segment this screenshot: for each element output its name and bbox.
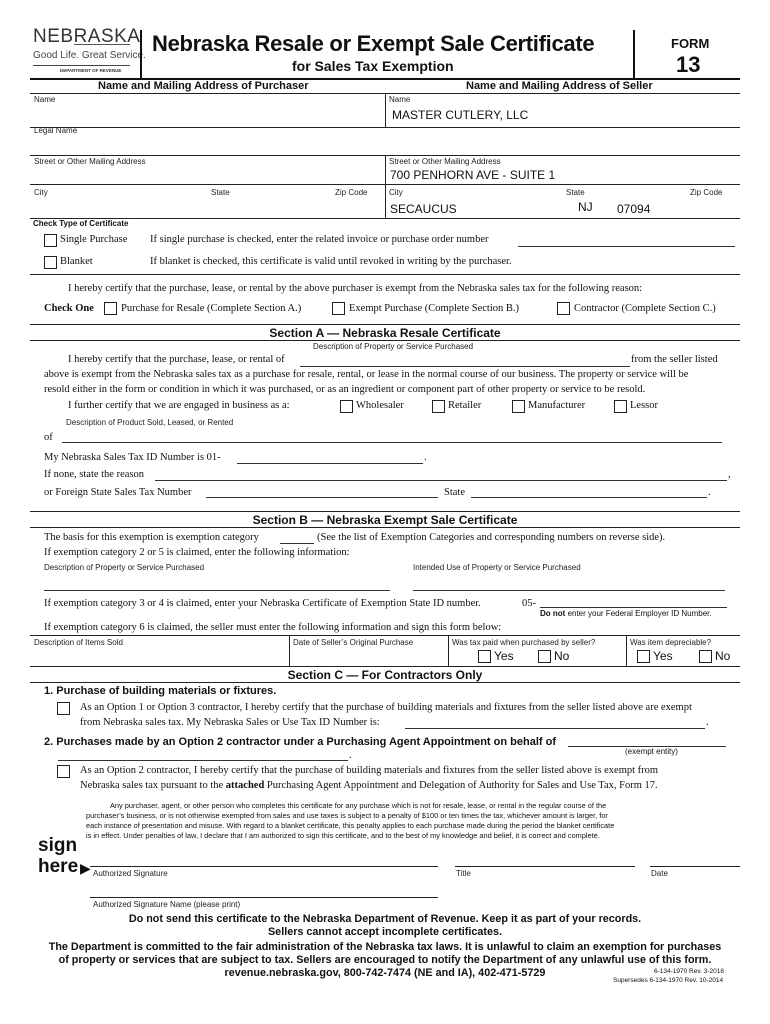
lessor-checkbox[interactable] (614, 400, 627, 413)
section-c-title: Section C — For Contractors Only (287, 668, 483, 682)
form-title: Nebraska Resale or Exempt Sale Certificate (152, 31, 595, 56)
section-a-line3: resold either in the form or condition in which it was purchased, or as an ingredient or component part of other property or service to be resold. (44, 384, 646, 395)
date-label: Date (651, 869, 668, 878)
contractor-tax-id-line[interactable] (405, 728, 705, 729)
exempt-option-label: Exempt Purchase (Complete Section B.) (349, 303, 520, 314)
cat34-text: If exemption category 3 or 4 is claimed, enter your Nebraska Certificate of Exemption State ID number. (44, 598, 481, 609)
blanket-checkbox[interactable] (44, 256, 57, 269)
depreciable-no-checkbox[interactable] (699, 650, 712, 663)
section-c-item2-line2: Nebraska sales tax pursuant to the attached Purchasing Agent Appointment and Delegation of Authority for Sales and Use Tax, Form 17. (80, 780, 658, 791)
footer-notice-1: Do not send this certificate to the Nebraska Department of Revenue. Keep it as part of your records. (128, 913, 642, 925)
purchaser-heading: Name and Mailing Address of Purchaser (98, 80, 309, 92)
col-items-label: Description of Items Sold (34, 638, 123, 647)
seller-city-label: City (389, 188, 403, 197)
contractor-checkbox[interactable] (557, 302, 570, 315)
single-purchase-text: If single purchase is checked, enter the related invoice or purchase order number (150, 234, 489, 245)
footer-contact: revenue.nebraska.gov, 800-742-7474 (NE and IA), 402-471-5729 (224, 967, 546, 979)
tax-paid-yes-label: Yes (494, 649, 514, 663)
section-b-desc-label: Description of Property or Service Purchased (44, 563, 205, 572)
section-a-property-line[interactable] (300, 366, 630, 367)
option2-checkbox[interactable] (57, 765, 70, 778)
single-purchase-checkbox[interactable] (44, 234, 57, 247)
authorized-signature-line[interactable] (90, 866, 438, 867)
depreciable-yes-checkbox[interactable] (637, 650, 650, 663)
resale-option-label: Purchase for Resale (Complete Section A.) (121, 303, 302, 314)
section-a-line2: above is exempt from the Nebraska sales tax as a purchase for resale, rental, or lease in the normal course of our business. The property or service will be (44, 369, 689, 380)
basis-note: (See the list of Exemption Categories and corresponding numbers on reverse side). (317, 532, 666, 543)
manufacturer-checkbox[interactable] (512, 400, 525, 413)
retailer-checkbox[interactable] (432, 400, 445, 413)
form-subtitle: for Sales Tax Exemption (292, 58, 454, 74)
section-a-desc-label: Description of Property or Service Purchased (313, 342, 474, 351)
section-a-line1-start: I hereby certify that the purchase, lease, or rental of (68, 354, 285, 365)
section-b-desc-line[interactable] (44, 590, 390, 591)
foreign-state-label: State (444, 487, 465, 498)
fein-note (540, 609, 712, 618)
foreign-tax-line[interactable] (206, 497, 438, 498)
resale-checkbox[interactable] (104, 302, 117, 315)
depreciable-no-label: No (715, 649, 731, 663)
purchaser-street-label: Street or Other Mailing Address (34, 157, 146, 166)
authorized-signature-label: Authorized Signature (93, 869, 168, 878)
certify-text: I hereby certify that the purchase, lease, or rental by the above purchaser is exempt from the Nebraska sales tax for the following reason: (68, 283, 643, 294)
depreciable-yes-label: Yes (653, 649, 673, 663)
col-tax-paid-label: Was tax paid when purchased by seller? (452, 638, 596, 647)
purchaser-zip-label: Zip Code (335, 188, 368, 197)
of-label: of (44, 432, 53, 443)
product-desc-label: Description of Product Sold, Leased, or Rented (66, 418, 234, 427)
seller-zip-label: Zip Code (690, 188, 723, 197)
exempt-entity-label: (exempt entity) (625, 747, 678, 756)
foreign-tax-text: or Foreign State Sales Tax Number (44, 487, 192, 498)
print-name-line[interactable] (90, 897, 438, 898)
check-one-label: Check One (44, 303, 94, 314)
seller-zip-value[interactable]: 07094 (617, 202, 651, 216)
col-depreciable-label: Was item depreciable? (630, 638, 712, 647)
cat25-text: If exemption category 2 or 5 is claimed, enter the following information: (44, 547, 350, 558)
business-type-text: I further certify that we are engaged in business as a: (68, 400, 290, 411)
contractor-option-label: Contractor (Complete Section C.) (574, 303, 716, 314)
section-c-item1-line2: from Nebraska sales tax. My Nebraska Sales or Use Tax ID Number is: (80, 717, 380, 728)
cert-type-heading: Check Type of Certificate (33, 219, 129, 228)
intended-use-line[interactable] (413, 590, 725, 591)
fein-note-bold: Do not (540, 609, 566, 618)
wholesaler-checkbox[interactable] (340, 400, 353, 413)
tax-id-line[interactable] (237, 463, 423, 464)
retailer-label: Retailer (448, 400, 482, 411)
blanket-text: If blanket is checked, this certificate is valid until revoked in writing by the purchaser. (150, 256, 512, 267)
seller-name-value[interactable]: MASTER CUTLERY, LLC (392, 108, 529, 122)
section-a-line1-end: from the seller listed (631, 354, 718, 365)
form-number: 13 (676, 52, 701, 77)
title-label: Title (456, 869, 471, 878)
manufacturer-label: Manufacturer (528, 400, 586, 411)
seller-name-label: Name (389, 95, 411, 104)
section-c-item2-heading: 2. Purchases made by an Option 2 contractor under a Purchasing Agent Appointment on behalf of (44, 736, 556, 748)
lessor-label: Lessor (630, 400, 658, 411)
seller-street-value[interactable]: 700 PENHORN AVE - SUITE 1 (390, 168, 556, 182)
purchaser-name-label: Name (34, 95, 56, 104)
exempt-entity-line-2[interactable] (58, 760, 348, 761)
sign-label: sign (38, 835, 78, 856)
wholesaler-label: Wholesaler (356, 400, 404, 411)
footer-notice-4: of property or services that are subject to tax. Sellers are encouraged to notify the Department of any unlawful use of this form. (58, 954, 712, 966)
logo-tagline: Good Life. Great Service. (33, 50, 146, 61)
cat34-prefix: 05- (522, 598, 536, 609)
seller-heading: Name and Mailing Address of Seller (466, 80, 653, 92)
purchaser-city-label: City (34, 188, 48, 197)
option1-3-checkbox[interactable] (57, 702, 70, 715)
if-none-text: If none, state the reason (44, 469, 145, 480)
tax-paid-no-checkbox[interactable] (538, 650, 551, 663)
form-revision: 6-134-1970 Rev. 3-2018 (654, 968, 724, 975)
single-purchase-label: Single Purchase (60, 234, 128, 245)
purchaser-state-label: State (211, 188, 230, 197)
intended-use-label: Intended Use of Property or Service Purchased (413, 563, 581, 572)
cat6-text: If exemption category 6 is claimed, the seller must enter the following information and sign this form below: (44, 622, 502, 633)
footer-notice-2: Sellers cannot accept incomplete certificates. (267, 926, 503, 938)
sign-here-arrow: ▶ (80, 860, 91, 876)
fein-note-rest: enter your Federal Employer ID Number. (567, 609, 712, 618)
seller-state-value[interactable]: NJ (578, 200, 593, 214)
form-label: FORM (671, 36, 710, 51)
here-label: here (38, 856, 79, 877)
tax-paid-yes-checkbox[interactable] (478, 650, 491, 663)
section-a-title: Section A — Nebraska Resale Certificate (269, 326, 501, 340)
tax-id-text: My Nebraska Sales Tax ID Number is 01- (44, 452, 221, 463)
section-c-item1-heading: 1. Purchase of building materials or fixtures. (44, 685, 277, 697)
exemption-id-line[interactable] (540, 607, 727, 608)
col-date-label: Date of Seller’s Original Purchase (293, 638, 414, 647)
logo-underline (74, 44, 130, 45)
footer-notice-3: The Department is committed to the fair administration of the Nebraska tax laws. It is unlawful to claim an exemption for purchases (48, 941, 722, 953)
invoice-number-line[interactable] (518, 246, 735, 247)
exempt-checkbox[interactable] (332, 302, 345, 315)
blanket-label: Blanket (60, 256, 93, 267)
seller-state-label: State (566, 188, 585, 197)
section-c-item1-line1: As an Option 1 or Option 3 contractor, I hereby certify that the purchase of building materials and fixtures from the seller listed above are exempt (80, 702, 692, 713)
title-line[interactable] (455, 866, 635, 867)
form-supersedes: Supersedes 6-134-1970 Rev. 10-2014 (613, 977, 724, 984)
purchaser-legal-name-label: Legal Name (34, 126, 78, 135)
logo-dept: DEPARTMENT OF REVENUE (60, 68, 122, 73)
seller-street-label: Street or Other Mailing Address (389, 157, 501, 166)
seller-city-value[interactable]: SECAUCUS (390, 202, 457, 216)
logo-text: NEBRASKA (33, 26, 141, 47)
product-desc-line[interactable] (62, 442, 722, 443)
foreign-state-line[interactable] (471, 497, 707, 498)
section-b-title: Section B — Nebraska Exempt Sale Certificate (252, 513, 518, 527)
section-c-item2-line1: As an Option 2 contractor, I hereby certify that the purchase of building materials and fixtures from the seller listed above is exempt from (80, 765, 659, 776)
basis-text: The basis for this exemption is exemption category (44, 532, 259, 543)
tax-paid-no-label: No (554, 649, 570, 663)
print-name-label: Authorized Signature Name (please print) (93, 900, 241, 909)
date-line[interactable] (650, 866, 740, 867)
if-none-reason-line[interactable] (155, 480, 727, 481)
exemption-category-line[interactable] (280, 543, 314, 544)
